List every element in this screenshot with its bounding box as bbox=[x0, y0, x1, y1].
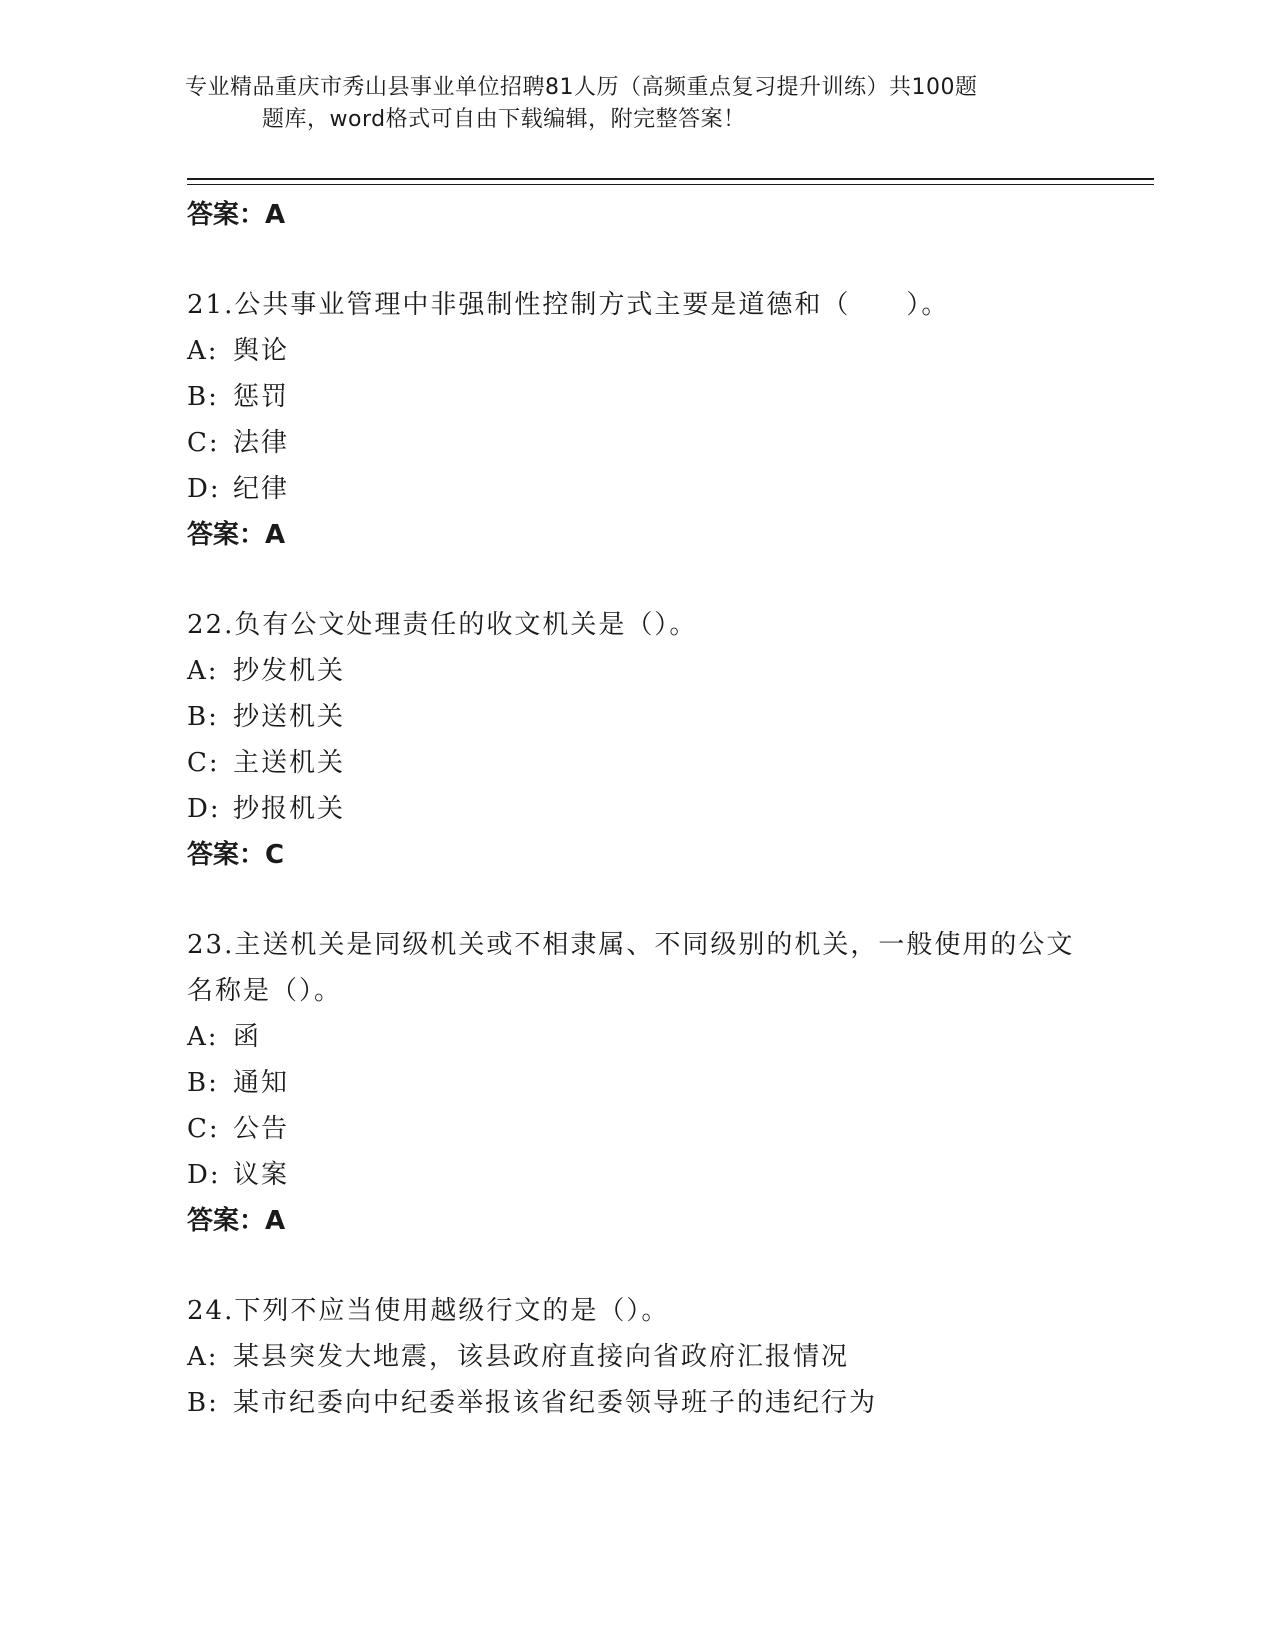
header-title-line-2: 题库，word格式可自由下载编辑，附完整答案！ bbox=[262, 107, 746, 132]
question-21 bbox=[187, 282, 1087, 558]
option-text: 函 bbox=[233, 1022, 262, 1052]
option-a bbox=[187, 1014, 1087, 1060]
option-key: B: bbox=[187, 1068, 219, 1098]
option-b bbox=[187, 1380, 1087, 1426]
option-c bbox=[187, 740, 1087, 786]
question-22 bbox=[187, 602, 1087, 878]
option-key: B: bbox=[187, 1388, 219, 1418]
option-key: A: bbox=[187, 656, 219, 686]
question-23 bbox=[187, 922, 1087, 1244]
option-key: D: bbox=[187, 1160, 221, 1190]
option-key: B: bbox=[187, 382, 219, 412]
question-list bbox=[187, 192, 1087, 1470]
answer-label: 答案：C bbox=[187, 840, 285, 870]
option-text: 舆论 bbox=[233, 336, 290, 366]
option-b bbox=[187, 374, 1087, 420]
option-key: D: bbox=[187, 794, 221, 824]
option-text: 纪律 bbox=[233, 474, 290, 504]
option-key: B: bbox=[187, 702, 219, 732]
option-key: C: bbox=[187, 428, 220, 458]
option-key: C: bbox=[187, 748, 220, 778]
header-divider-thin bbox=[187, 184, 1154, 185]
option-key: D: bbox=[187, 474, 221, 504]
option-text: 公告 bbox=[233, 1114, 290, 1144]
option-text: 主送机关 bbox=[233, 748, 346, 778]
previous-answer: 答案：A bbox=[187, 200, 286, 230]
question-text: 21.公共事业管理中非强制性控制方式主要是道德和（ ）。 bbox=[187, 290, 950, 320]
option-d bbox=[187, 466, 1087, 512]
option-key: A: bbox=[187, 1342, 219, 1372]
header-title-line-1: 专业精品重庆市秀山县事业单位招聘81人历（高频重点复习提升训练）共100题 bbox=[185, 75, 978, 100]
option-key: C: bbox=[187, 1114, 220, 1144]
question-text: 22.负有公文处理责任的收文机关是（）。 bbox=[187, 610, 698, 640]
option-text: 抄发机关 bbox=[233, 656, 346, 686]
option-text: 某县突发大地震，该县政府直接向省政府汇报情况 bbox=[233, 1342, 850, 1372]
option-b bbox=[187, 1060, 1087, 1106]
option-b bbox=[187, 694, 1087, 740]
option-key: A: bbox=[187, 336, 219, 366]
option-c bbox=[187, 420, 1087, 466]
option-text: 抄送机关 bbox=[233, 702, 346, 732]
document-header bbox=[185, 72, 1085, 136]
question-text: 24.下列不应当使用越级行文的是（）。 bbox=[187, 1296, 670, 1326]
option-a bbox=[187, 1334, 1087, 1380]
option-text: 议案 bbox=[233, 1160, 290, 1190]
option-text: 惩罚 bbox=[233, 382, 290, 412]
option-a bbox=[187, 648, 1087, 694]
option-text: 通知 bbox=[233, 1068, 290, 1098]
option-text: 抄报机关 bbox=[233, 794, 346, 824]
option-text: 某市纪委向中纪委举报该省纪委领导班子的违纪行为 bbox=[233, 1388, 878, 1418]
option-c bbox=[187, 1106, 1087, 1152]
option-d bbox=[187, 1152, 1087, 1198]
answer-label: 答案：A bbox=[187, 1206, 286, 1236]
question-24 bbox=[187, 1288, 1087, 1426]
question-text: 23.主送机关是同级机关或不相隶属、不同级别的机关，一般使用的公文名称是（）。 bbox=[187, 930, 1075, 1006]
answer-label: 答案：A bbox=[187, 520, 286, 550]
header-divider-thick bbox=[187, 178, 1154, 180]
option-a bbox=[187, 328, 1087, 374]
option-key: A: bbox=[187, 1022, 219, 1052]
option-text: 法律 bbox=[233, 428, 290, 458]
option-d bbox=[187, 786, 1087, 832]
